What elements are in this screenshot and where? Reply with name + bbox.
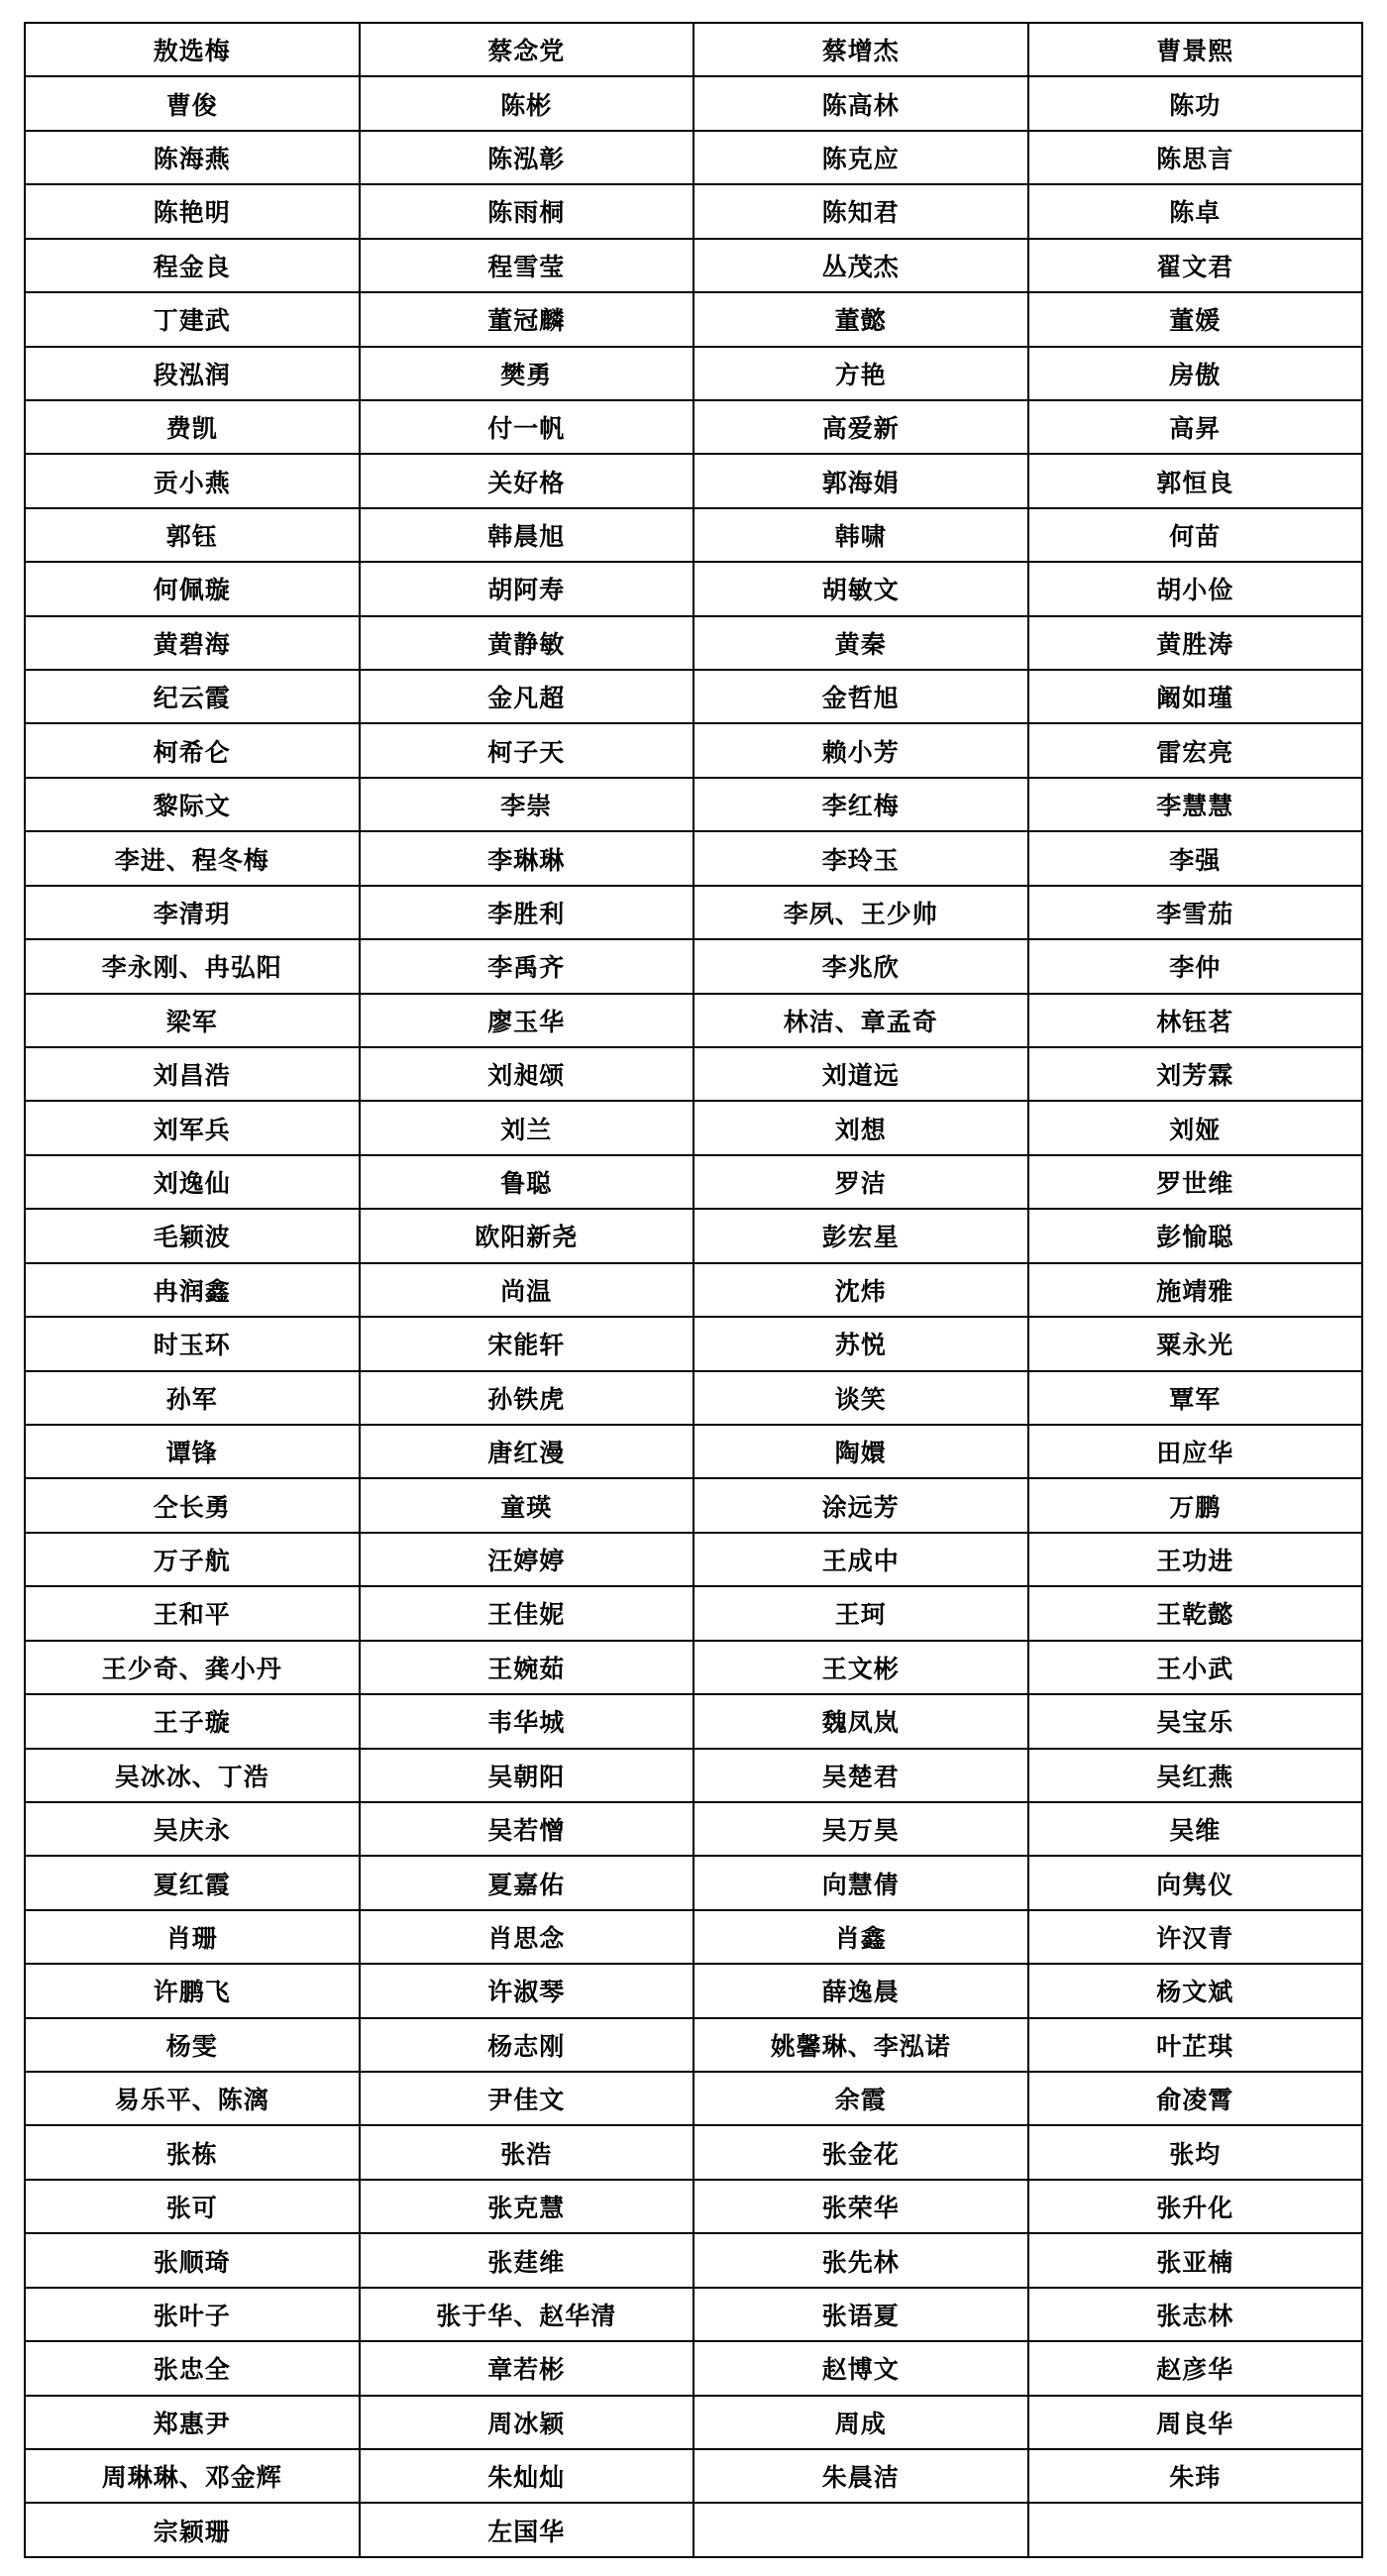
table-cell: 杨文斌 <box>1028 1964 1363 2017</box>
table-cell: 粟永光 <box>1028 1317 1363 1370</box>
table-row <box>25 886 1362 939</box>
table-cell: 张克慧 <box>360 2180 694 2233</box>
table-row <box>25 2341 1362 2395</box>
table-row <box>25 1964 1362 2017</box>
table-cell: 陈泓彰 <box>360 131 694 184</box>
table-cell: 李胜利 <box>360 886 694 939</box>
table-cell: 王成中 <box>694 1533 1028 1586</box>
table-cell: 罗世维 <box>1028 1155 1363 1209</box>
table-cell: 黄秦 <box>694 616 1028 670</box>
table-cell: 周琳琳、邓金辉 <box>25 2449 360 2503</box>
table-cell: 张荣华 <box>694 2180 1028 2233</box>
table-cell: 李兆欣 <box>694 939 1028 993</box>
table-row <box>25 2503 1362 2557</box>
table-row <box>25 994 1362 1047</box>
table-cell: 陈彬 <box>360 76 694 130</box>
table-row <box>25 1209 1362 1262</box>
table-cell: 张金花 <box>694 2125 1028 2179</box>
table-cell: 樊勇 <box>360 347 694 400</box>
table-cell: 翟文君 <box>1028 239 1363 292</box>
table-cell: 陈艳明 <box>25 184 360 238</box>
table-cell: 张可 <box>25 2180 360 2233</box>
table-row <box>25 2072 1362 2125</box>
table-row <box>25 616 1362 670</box>
table-cell: 吴万昊 <box>694 1802 1028 1856</box>
table-cell: 童瑛 <box>360 1478 694 1532</box>
table-cell: 曹景熙 <box>1028 23 1363 76</box>
table-cell: 黄碧海 <box>25 616 360 670</box>
table-cell: 付一帆 <box>360 400 694 454</box>
table-row <box>25 454 1362 507</box>
table-cell: 阚如瑾 <box>1028 670 1363 723</box>
table-cell: 丛茂杰 <box>694 239 1028 292</box>
table-cell: 刘逸仙 <box>25 1155 360 1209</box>
table-cell: 尚温 <box>360 1263 694 1317</box>
table-cell: 吴冰冰、丁浩 <box>25 1749 360 1802</box>
table-cell: 高昇 <box>1028 400 1363 454</box>
table-cell: 胡敏文 <box>694 562 1028 615</box>
table-cell: 王子璇 <box>25 1694 360 1748</box>
table-cell: 陈卓 <box>1028 184 1363 238</box>
table-cell: 张叶子 <box>25 2288 360 2341</box>
table-body <box>25 23 1362 2557</box>
table-cell: 汪婷婷 <box>360 1533 694 1586</box>
table-cell: 冉润鑫 <box>25 1263 360 1317</box>
table-cell: 梁军 <box>25 994 360 1047</box>
table-cell: 陈功 <box>1028 76 1363 130</box>
table-cell: 孙军 <box>25 1371 360 1425</box>
table-cell: 时玉环 <box>25 1317 360 1370</box>
table-row <box>25 76 1362 130</box>
table-cell: 李清玥 <box>25 886 360 939</box>
table-cell: 施靖雅 <box>1028 1263 1363 1317</box>
table-cell: 蔡念党 <box>360 23 694 76</box>
table-cell: 向慧倩 <box>694 1856 1028 1909</box>
table-cell: 吴维 <box>1028 1802 1363 1856</box>
table-row <box>25 2233 1362 2287</box>
table-cell: 张先林 <box>694 2233 1028 2287</box>
table-cell: 谈笑 <box>694 1371 1028 1425</box>
table-cell: 郑惠尹 <box>25 2396 360 2449</box>
table-row <box>25 1533 1362 1586</box>
table-row <box>25 1586 1362 1640</box>
table-cell: 李仲 <box>1028 939 1363 993</box>
table-row <box>25 1155 1362 1209</box>
table-cell: 覃军 <box>1028 1371 1363 1425</box>
table-cell: 彭宏星 <box>694 1209 1028 1262</box>
table-cell: 张忠全 <box>25 2341 360 2395</box>
table-cell: 张升化 <box>1028 2180 1363 2233</box>
table-cell: 陈海燕 <box>25 131 360 184</box>
table-row <box>25 939 1362 993</box>
table-cell: 夏嘉佑 <box>360 1856 694 1909</box>
table-cell: 陶嬛 <box>694 1425 1028 1478</box>
table-cell: 郭恒良 <box>1028 454 1363 507</box>
table-cell: 陈克应 <box>694 131 1028 184</box>
table-cell: 李夙、王少帅 <box>694 886 1028 939</box>
table-cell: 房傲 <box>1028 347 1363 400</box>
table-cell: 吴红燕 <box>1028 1749 1363 1802</box>
table-cell: 张志林 <box>1028 2288 1363 2341</box>
table-cell: 孙铁虎 <box>360 1371 694 1425</box>
table-cell: 向隽仪 <box>1028 1856 1363 1909</box>
table-row <box>25 131 1362 184</box>
table-cell: 许淑琴 <box>360 1964 694 2017</box>
table-cell: 仝长勇 <box>25 1478 360 1532</box>
table-row <box>25 1478 1362 1532</box>
table-cell: 余霞 <box>694 2072 1028 2125</box>
table-cell: 田应华 <box>1028 1425 1363 1478</box>
table-cell: 张于华、赵华清 <box>360 2288 694 2341</box>
table-cell: 李禹齐 <box>360 939 694 993</box>
table-row <box>25 1101 1362 1154</box>
table-cell: 陈知君 <box>694 184 1028 238</box>
table-cell: 王乾懿 <box>1028 1586 1363 1640</box>
table-row <box>25 1317 1362 1370</box>
table-row <box>25 670 1362 723</box>
table-cell: 杨雯 <box>25 2018 360 2072</box>
table-cell: 张语夏 <box>694 2288 1028 2341</box>
table-row <box>25 2449 1362 2503</box>
table-cell: 黄胜涛 <box>1028 616 1363 670</box>
table-row <box>25 184 1362 238</box>
table-cell: 雷宏亮 <box>1028 723 1363 777</box>
table-cell: 吴宝乐 <box>1028 1694 1363 1748</box>
table-row <box>25 508 1362 562</box>
table-cell: 易乐平、陈漓 <box>25 2072 360 2125</box>
table-cell: 刘军兵 <box>25 1101 360 1154</box>
table-cell: 金哲旭 <box>694 670 1028 723</box>
table-cell: 赵彦华 <box>1028 2341 1363 2395</box>
table-cell: 俞凌霄 <box>1028 2072 1363 2125</box>
table-cell: 涂远芳 <box>694 1478 1028 1532</box>
table-cell: 李琳琳 <box>360 831 694 885</box>
table-cell: 蔡增杰 <box>694 23 1028 76</box>
table-cell: 董冠麟 <box>360 292 694 346</box>
table-cell: 刘道远 <box>694 1047 1028 1101</box>
table-cell: 朱玮 <box>1028 2449 1363 2503</box>
table-cell: 刘娅 <box>1028 1101 1363 1154</box>
table-row <box>25 1856 1362 1909</box>
table-row <box>25 1694 1362 1748</box>
table-cell: 黎际文 <box>25 778 360 831</box>
table-row <box>25 1749 1362 1802</box>
table-cell: 方艳 <box>694 347 1028 400</box>
table-cell: 丁建武 <box>25 292 360 346</box>
table-cell: 张亚楠 <box>1028 2233 1363 2287</box>
table-cell: 李强 <box>1028 831 1363 885</box>
table-row <box>25 1263 1362 1317</box>
table-cell: 韩啸 <box>694 508 1028 562</box>
table-cell: 彭愉聪 <box>1028 1209 1363 1262</box>
table-cell: 刘昌浩 <box>25 1047 360 1101</box>
table-cell: 刘想 <box>694 1101 1028 1154</box>
table-cell: 王婉茹 <box>360 1641 694 1694</box>
table-cell: 张浩 <box>360 2125 694 2179</box>
table-cell: 李玲玉 <box>694 831 1028 885</box>
table-cell: 叶芷琪 <box>1028 2018 1363 2072</box>
table-row <box>25 778 1362 831</box>
table-cell: 肖思念 <box>360 1910 694 1964</box>
table-cell: 万鹏 <box>1028 1478 1363 1532</box>
table-cell: 杨志刚 <box>360 2018 694 2072</box>
table-cell: 左国华 <box>360 2503 694 2557</box>
table-cell: 刘昶颂 <box>360 1047 694 1101</box>
table-cell: 敖选梅 <box>25 23 360 76</box>
table-cell: 宗颖珊 <box>25 2503 360 2557</box>
table-cell: 王少奇、龚小丹 <box>25 1641 360 1694</box>
table-cell: 李崇 <box>360 778 694 831</box>
table-cell: 张栋 <box>25 2125 360 2179</box>
table-cell: 程雪莹 <box>360 239 694 292</box>
table-cell-empty <box>694 2503 1028 2557</box>
table-row <box>25 1371 1362 1425</box>
table-cell: 万子航 <box>25 1533 360 1586</box>
table-cell: 高爱新 <box>694 400 1028 454</box>
table-cell: 关好格 <box>360 454 694 507</box>
table-cell: 李红梅 <box>694 778 1028 831</box>
table-cell: 鲁聪 <box>360 1155 694 1209</box>
table-cell: 张均 <box>1028 2125 1363 2179</box>
table-cell: 肖鑫 <box>694 1910 1028 1964</box>
table-cell: 苏悦 <box>694 1317 1028 1370</box>
table-row <box>25 1910 1362 1964</box>
table-row <box>25 1425 1362 1478</box>
name-roster-table <box>24 22 1363 2558</box>
table-row <box>25 2180 1362 2233</box>
table-cell: 许汉青 <box>1028 1910 1363 1964</box>
table-cell: 廖玉华 <box>360 994 694 1047</box>
table-cell: 胡阿寿 <box>360 562 694 615</box>
table-cell: 谭锋 <box>25 1425 360 1478</box>
table-cell: 吴庆永 <box>25 1802 360 1856</box>
table-cell: 刘芳霖 <box>1028 1047 1363 1101</box>
table-cell: 何苗 <box>1028 508 1363 562</box>
table-cell: 刘兰 <box>360 1101 694 1154</box>
table-row <box>25 23 1362 76</box>
table-cell: 周良华 <box>1028 2396 1363 2449</box>
table-cell: 尹佳文 <box>360 2072 694 2125</box>
table-cell: 姚馨琳、李泓诺 <box>694 2018 1028 2072</box>
table-cell: 肖珊 <box>25 1910 360 1964</box>
table-cell: 毛颖波 <box>25 1209 360 1262</box>
table-cell: 王功进 <box>1028 1533 1363 1586</box>
table-cell: 薛逸晨 <box>694 1964 1028 2017</box>
table-cell: 宋能轩 <box>360 1317 694 1370</box>
table-cell: 朱晨洁 <box>694 2449 1028 2503</box>
table-cell: 朱灿灿 <box>360 2449 694 2503</box>
table-cell: 吴朝阳 <box>360 1749 694 1802</box>
table-cell: 韩晨旭 <box>360 508 694 562</box>
table-cell: 李永刚、冉弘阳 <box>25 939 360 993</box>
table-cell: 林钰茗 <box>1028 994 1363 1047</box>
table-cell: 郭钰 <box>25 508 360 562</box>
table-cell: 李雪茄 <box>1028 886 1363 939</box>
table-cell: 沈炜 <box>694 1263 1028 1317</box>
table-cell: 王佳妮 <box>360 1586 694 1640</box>
table-row <box>25 292 1362 346</box>
table-row <box>25 347 1362 400</box>
table-cell-empty <box>1028 2503 1363 2557</box>
table-cell: 董懿 <box>694 292 1028 346</box>
table-cell: 王小武 <box>1028 1641 1363 1694</box>
table-cell: 欧阳新尧 <box>360 1209 694 1262</box>
table-row <box>25 1802 1362 1856</box>
table-cell: 黄静敏 <box>360 616 694 670</box>
table-cell: 贡小燕 <box>25 454 360 507</box>
table-cell: 韦华城 <box>360 1694 694 1748</box>
table-cell: 李慧慧 <box>1028 778 1363 831</box>
table-cell: 王文彬 <box>694 1641 1028 1694</box>
table-cell: 陈雨桐 <box>360 184 694 238</box>
table-cell: 许鹏飞 <box>25 1964 360 2017</box>
table-row <box>25 239 1362 292</box>
table-row <box>25 2396 1362 2449</box>
table-cell: 王和平 <box>25 1586 360 1640</box>
table-cell: 唐红漫 <box>360 1425 694 1478</box>
table-cell: 陈高林 <box>694 76 1028 130</box>
table-cell: 张莛维 <box>360 2233 694 2287</box>
table-cell: 程金良 <box>25 239 360 292</box>
table-row <box>25 2288 1362 2341</box>
table-row <box>25 831 1362 885</box>
table-row <box>25 723 1362 777</box>
table-cell: 罗洁 <box>694 1155 1028 1209</box>
table-cell: 王珂 <box>694 1586 1028 1640</box>
table-cell: 纪云霞 <box>25 670 360 723</box>
table-cell: 赖小芳 <box>694 723 1028 777</box>
table-cell: 夏红霞 <box>25 1856 360 1909</box>
table-row <box>25 2018 1362 2072</box>
table-cell: 郭海娟 <box>694 454 1028 507</box>
table-cell: 曹俊 <box>25 76 360 130</box>
table-cell: 周冰颖 <box>360 2396 694 2449</box>
table-cell: 陈思言 <box>1028 131 1363 184</box>
table-cell: 柯子天 <box>360 723 694 777</box>
table-cell: 金凡超 <box>360 670 694 723</box>
table-cell: 董媛 <box>1028 292 1363 346</box>
table-row <box>25 1641 1362 1694</box>
table-row <box>25 562 1362 615</box>
table-cell: 何佩璇 <box>25 562 360 615</box>
table-cell: 段泓润 <box>25 347 360 400</box>
table-row <box>25 1047 1362 1101</box>
table-cell: 张顺琦 <box>25 2233 360 2287</box>
table-cell: 吴若憎 <box>360 1802 694 1856</box>
table-row <box>25 2125 1362 2179</box>
table-cell: 胡小俭 <box>1028 562 1363 615</box>
table-row <box>25 400 1362 454</box>
table-cell: 周成 <box>694 2396 1028 2449</box>
table-cell: 魏凤岚 <box>694 1694 1028 1748</box>
table-cell: 李进、程冬梅 <box>25 831 360 885</box>
table-cell: 费凯 <box>25 400 360 454</box>
table-cell: 柯希仑 <box>25 723 360 777</box>
table-cell: 赵博文 <box>694 2341 1028 2395</box>
table-cell: 吴楚君 <box>694 1749 1028 1802</box>
table-cell: 章若彬 <box>360 2341 694 2395</box>
table-cell: 林洁、章孟奇 <box>694 994 1028 1047</box>
